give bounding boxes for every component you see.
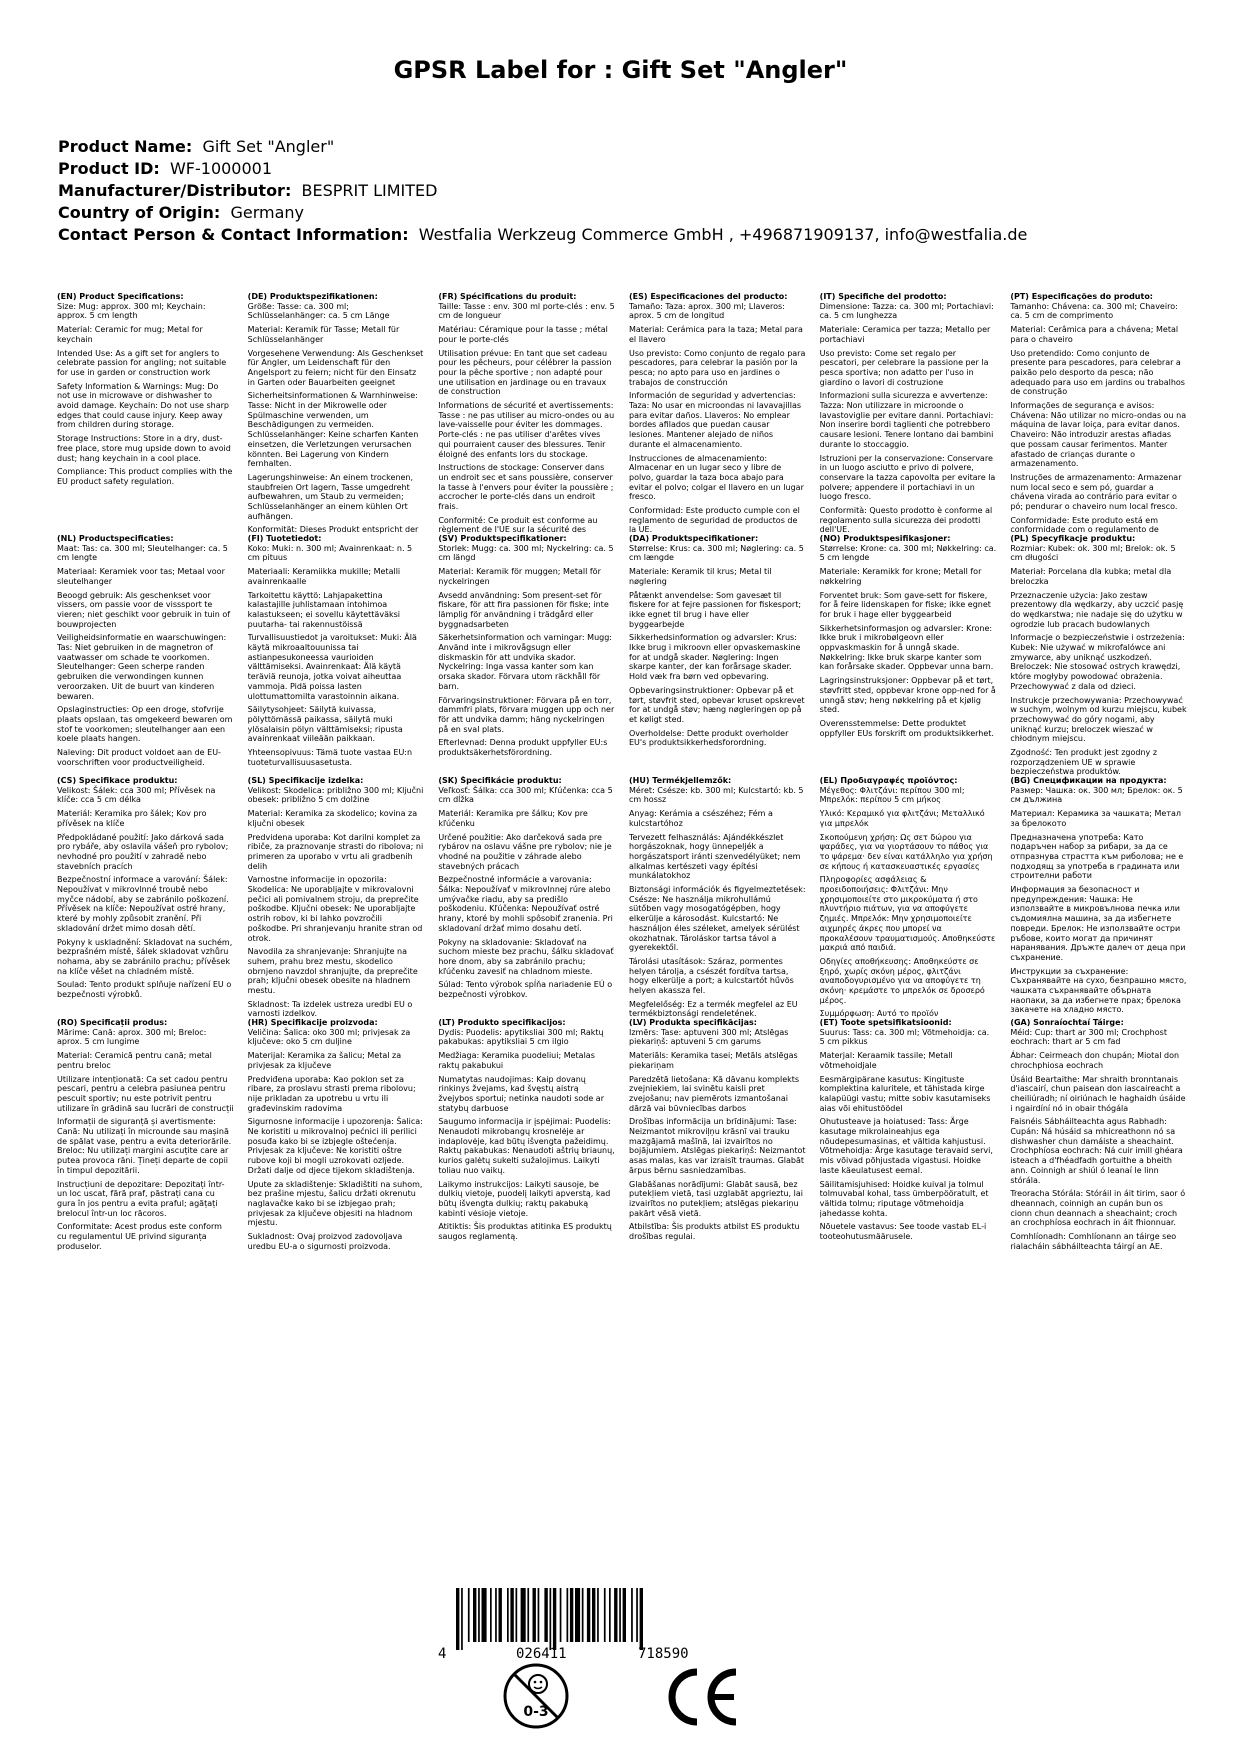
spec-paragraph: Sikkerhetsinformasjon og advarsler: Krone: Ikke bruk i mikrobølgeovn eller oppvaskmaskin for å unngå skade. Nøkkelring: Ikke bruk skarpe kanter som kan forårsake skader. Oppbevar unna barn. bbox=[819, 623, 994, 672]
barcode-bar bbox=[482, 1588, 487, 1642]
barcode-bar bbox=[640, 1588, 643, 1650]
spec-paragraph: Predviđena uporaba: Kao poklon set za ribare, za proslavu strasti prema ribolovu; nije prikladan za upotrebu u vrtu ili građevinskim radovima bbox=[247, 1074, 416, 1113]
barcode-bar bbox=[507, 1588, 509, 1642]
spec-paragraph: Material: Ceramică pentru cană; metal pentru breloc bbox=[57, 1051, 212, 1070]
barcode-bar bbox=[495, 1588, 497, 1642]
spec-paragraph: Instrucțiuni de depozitare: Depozitați într-un loc uscat, fără praf, păstrați cana cu gura în jos pentru a evita praful; agățați brelocul într-un loc răcoros. bbox=[57, 1179, 225, 1218]
barcode-bar bbox=[499, 1588, 502, 1642]
spec-paragraph: Compliance: This product complies with the EU product safety regulation. bbox=[57, 467, 233, 486]
spec-paragraph: Upute za skladištenje: Skladištiti na suhom, bez prašine mjestu, šalicu držati okrenutu naglavačke kako bi se izbjegao prah; privjesak za ključeve objesiti na hladnom mjestu. bbox=[247, 1179, 423, 1228]
spec-paragraph: Treoracha Stórála: Stóráil in áit tirim, saor ó dheannach, coinnigh an cupán bun os cionn chun deannach a sheachaint; croch an crochphíosa eochrach in áit fhionnuar. bbox=[1010, 1189, 1186, 1228]
spec-section bbox=[57, 776, 234, 1018]
spec-paragraph: Πληροφορίες ασφάλειας & προειδοποιήσεις: Φλιτζάνι: Μην χρησιμοποιείτε στο μικροκύματα ή στο πλυντήριο πιάτων, για να αποφύγετε ζημιές. Μπρελόκ: Μην χρησιμοποιείτε αιχμηρές άκρες που μπορεί να προκαλέσουν τραυματισμούς. Αποθηκεύστε μακριά από παιδιά. bbox=[819, 875, 996, 953]
spec-section bbox=[248, 1018, 425, 1260]
spec-paragraph: Matériau: Céramique pour la tasse ; métal pour le porte-clés bbox=[438, 325, 608, 344]
spec-paragraph: Μέγεθος: Φλιτζάνι: περίπου 300 ml; Μπρελόκ: περίπου 5 cm μήκος bbox=[819, 785, 965, 805]
spec-paragraph: Utilisation prévue: En tant que set cadeau pour les pêcheurs, pour célébrer la passion pour la pêche sportive ; non adapté pour une utilisation en jardinage ou en travaux de construction bbox=[438, 348, 612, 397]
spec-paragraph: Velikost: Šálek: cca 300 ml; Přívěsek na klíče: cca 5 cm délka bbox=[57, 785, 216, 805]
spec-paragraph: Tarkoitettu käyttö: Lahjapakettina kalastajille juhlistamaan intohimoa kalastukseen; ei sovellu käytettäväksi puutarha- tai rakennustöissä bbox=[247, 590, 400, 629]
spec-section-heading: (EL) Προδιαγραφές προϊόντος: bbox=[819, 776, 958, 785]
spec-paragraph: Información de seguridad y advertencias: Taza: No usar en microondas ni lavavajillas para evitar daños. Llaveros: No emplear bordes afilados que puedan causar lesiones. Mantener alejado de niños durante el almacenamiento. bbox=[629, 391, 802, 449]
spec-paragraph: Sikkerhedsinformation og advarsler: Krus: Ikke brug i mikroovn eller opvaskemaskine for at undgå skader. Nøglering: Ingen skarpe kanter, der kan forårsage skader. Hold væk fra børn ved opbevaring. bbox=[629, 633, 801, 682]
info-product-id: Product ID: WF-1000001 bbox=[58, 159, 273, 178]
spec-paragraph: Tervezett felhasználás: Ajándékkészlet horgászoknak, hogy ünnepeljék a horgászatsport iránti szenvedélyüket; nem alkalmas kertészeti vagy építési munkálatokhoz bbox=[629, 832, 801, 881]
spec-paragraph: Intended Use: As a gift set for anglers to celebrate passion for angling; not suitable for use in garden or construction work bbox=[57, 348, 227, 377]
spec-paragraph: Conformitate: Acest produs este conform cu regulamentul UE privind siguranța produselor. bbox=[57, 1222, 222, 1251]
spec-paragraph: Numatytas naudojimas: Kaip dovanų rinkinys žvejams, kad švęstų aistrą žvejybos sportui; netinka naudoti sode ar statybų darbuose bbox=[438, 1074, 604, 1113]
barcode-bar bbox=[623, 1588, 626, 1642]
spec-paragraph: Pokyny k uskladnění: Skladovat na suchém, bezprašném místě, šálek skladovat vzhůru nohama, aby se zabránilo prachu; přívěsek na klíče věšet na chladném místě. bbox=[57, 937, 233, 976]
spec-paragraph: Σκοπούμενη χρήση: Ως σετ δώρου για ψαράδες, για να γιορτάσουν το πάθος για το ψάρεμα· δεν είναι κατάλληλο για χρήση σε κήπους ή κατασκευαστικές εργασίες bbox=[819, 832, 993, 871]
spec-paragraph: Utilizare intenționată: Ca set cadou pentru pescari, pentru a celebra pasiunea pentru pescuit sportiv; nu este potrivit pentru utilizare în grădină sau lucrări de construcții bbox=[57, 1074, 234, 1113]
spec-paragraph: Material: Cerâmica para a chávena; Metal para o chaveiro bbox=[1010, 325, 1179, 344]
spec-paragraph: Predvidena uporaba: Kot darilni komplet za ribiče, za praznovanje strasti do ribolova; ni primeren za uporabo v vrtu ali gradbenih delih bbox=[247, 832, 424, 871]
spec-paragraph: Paredzētā lietošana: Kā dāvanu komplekts zvejniekiem, lai svinētu kaisli pret zvejošanu; nav piemērots izmantošanai dārzā vai būvniecības darbos bbox=[629, 1074, 800, 1113]
spec-paragraph: Storlek: Mugg: ca. 300 ml; Nyckelring: ca. 5 cm längd bbox=[438, 543, 614, 563]
spec-paragraph: Lagringsinstruksjoner: Oppbevar på et tørt, støvfritt sted, oppbevar krone opp-ned for å unngå støv; heng nøkkelring på et kjølig sted. bbox=[819, 676, 996, 715]
barcode-bars bbox=[438, 1588, 738, 1650]
info-product-name: Product Name: Gift Set "Angler" bbox=[58, 137, 335, 156]
ean-barcode bbox=[438, 1588, 738, 1662]
barcode-bar bbox=[609, 1588, 611, 1642]
spec-section bbox=[438, 292, 615, 534]
spec-paragraph: Informazioni sulla sicurezza e avvertenze: Tazza: Non utilizzare in microonde o lavastoviglie per evitare danni. Portachiavi: Non inserire bordi taglienti che potrebbero causare lesioni. Tenere lontano dai bambini durante lo stoccaggio. bbox=[819, 391, 994, 449]
spec-paragraph: Materijal: Keramika za šalicu; Metal za privjesak za ključeve bbox=[247, 1051, 402, 1070]
barcode-bar bbox=[456, 1588, 459, 1650]
spec-paragraph: Comhlíonadh: Comhlíonann an táirge seo rialacháin sábháilteachta táirgí an AE. bbox=[1010, 1232, 1177, 1251]
spec-paragraph: Předpokládané použití: Jako dárková sada pro rybáře, aby oslavila vášeň pro rybolov; nevhodné pro použití v zahradě nebo stavebních pracích bbox=[57, 832, 229, 871]
spec-section-heading: (NO) Produktspesifikasjoner: bbox=[819, 534, 951, 543]
spec-paragraph: Medžiaga: Keramika puodeliui; Metalas raktų pakabukui bbox=[438, 1051, 595, 1070]
spec-section bbox=[820, 776, 997, 1018]
spec-paragraph: Material: Cerámica para la taza; Metal para el llavero bbox=[629, 325, 803, 344]
spec-paragraph: Materiaal: Keramiek voor tas; Metaal voor sleutelhanger bbox=[57, 567, 225, 586]
spec-paragraph: Varnostne informacije in opozorila: Skodelica: Ne uporabljajte v mikrovalovni pečici ali pomivalnem stroju, da preprečite poškodbe. Ključni obesek: Ne uporabljajte ostrih robov, ki bi lahko povzročili poškodbe. Pri shranjevanju hranite stran od otrok. bbox=[247, 875, 423, 943]
spec-section-heading: (CS) Specifikace produktu: bbox=[57, 776, 178, 785]
spec-paragraph: Naleving: Dit product voldoet aan de EU-voorschriften voor productveiligheid. bbox=[57, 748, 221, 767]
spec-paragraph: Safety Information & Warnings: Mug: Do not use in microwave or dishwasher to avoid damage. Keychain: Do not use sharp edges that could cause injury. Keep away from children during storage. bbox=[57, 381, 229, 430]
barcode-bar bbox=[592, 1588, 595, 1642]
language-sections bbox=[57, 292, 1187, 1502]
spec-paragraph: Informacje o bezpieczeństwie i ostrzeżenia: Kubek: Nie używać w mikrofalówce ani zmywarce, aby uniknąć uszkodzeń. Breloczek: Nie stosować ostrych krawędzi, które mogłyby powodować obrażenia. Przechowywać z dala od dzieci. bbox=[1010, 633, 1185, 691]
spec-paragraph: Conformidade: Este produto está em conformidade com o regulamento de bbox=[1010, 515, 1159, 534]
spec-paragraph: Istruzioni per la conservazione: Conservare in un luogo asciutto e privo di polvere, conservare la tazza capovolta per evitare la polvere; appendere il portachiavi in un luogo fresco. bbox=[819, 453, 996, 502]
spec-paragraph: Instrukcje przechowywania: Przechowywać w suchym, wolnym od kurzu miejscu, kubek przechowywać do góry nogami, aby uniknąć kurzu; breloczek wieszać w chłodnym miejscu. bbox=[1010, 695, 1187, 744]
spec-paragraph: Velikost: Skodelica: približno 300 ml; Ključni obesek: približno 5 cm dolžine bbox=[247, 785, 424, 805]
spec-paragraph: Materiał: Porcelana dla kubka; metal dla breloczka bbox=[1010, 567, 1172, 586]
barcode-bar bbox=[473, 1588, 476, 1642]
spec-paragraph: Beoogd gebruik: Als geschenkset voor vissers, om passie voor de visssport te vieren; niet geschikt voor gebruik in tuin of bouwprojecten bbox=[57, 590, 231, 629]
barcode-bar bbox=[533, 1588, 536, 1642]
spec-paragraph: Faisnéis Sábháilteachta agus Rabhadh: Cupán: Ná húsáid sa mhicreathonn nó sa dishwasher chun damáiste a sheachaint. Crochphíosa eochrach: Ná cuir imill ghéara isteach a d'fhéadfadh gortuithe a bheith ann. Coinnigh ar shiúl ó leanaí le linn stórála. bbox=[1010, 1117, 1183, 1185]
barcode-bar bbox=[597, 1588, 599, 1642]
not-for-children-0-3-icon bbox=[502, 1662, 570, 1730]
spec-section-heading: (DE) Produktspezifikationen: bbox=[247, 292, 378, 301]
spec-paragraph: Bezpečnostní informace a varování: Šálek: Nepoužívat v mikrovlnné troubě nebo myčce nádobí, aby se zabránilo poškození. Přívěsek na klíče: Nepoužívat ostré hrany, které by mohly způsobit zranění. Při skladování držet mimo dosah dětí. bbox=[57, 875, 229, 933]
spec-paragraph: Bezpečnostné informácie a varovania: Šálka: Nepoužívať v mikrovlnnej rúre alebo umývačke riadu, aby sa predišlo poškodeniu. Kľúčenka: Nepoužívať ostré hrany, ktoré by mohli spôsobiť zranenia. Pri skladovaní držať mimo dosahu detí. bbox=[438, 875, 613, 933]
spec-paragraph: Maat: Tas: ca. 300 ml; Sleutelhanger: ca. 5 cm lengte bbox=[57, 543, 228, 563]
spec-paragraph: Lagerungshinweise: An einem trockenen, staubfreien Ort lagern, Tasse umgedreht aufbewahren, um Staub zu vermeiden; Schlüsselanhänger an einem kühlen Ort aufhängen. bbox=[247, 472, 414, 521]
barcode-bar bbox=[631, 1588, 633, 1642]
spec-paragraph: Instruções de armazenamento: Armazenar num local seco e sem pó, guardar a chávena virada ao contrário para evitar o pó; pendurar o chaveiro num local fresco. bbox=[1010, 472, 1182, 512]
age-label: 0-3 bbox=[523, 1704, 549, 1720]
spec-paragraph: Instructions de stockage: Conserver dans un endroit sec et sans poussière, conserver la tasse à l'envers pour éviter la poussière ; accrocher le porte-clés dans un endroit frais. bbox=[438, 463, 614, 512]
spec-paragraph: Turvallisuustiedot ja varoitukset: Muki: Älä käytä mikroaaltouunissa tai astianpesukoneessa vaurioiden välttämiseksi. Avainrenkaat: Älä käytä teräviä reunoja, jotka voivat aiheuttaa vammoja. Pidä poissa lasten ulottumattomilta varastoinnin aikana. bbox=[247, 633, 417, 701]
spec-section-heading: (PL) Specyfikacje produktu: bbox=[1010, 534, 1136, 543]
spec-paragraph: Påtænkt anvendelse: Som gavesæt til fiskere for at fejre passionen for fiskesport; ikke egnet til brug i have eller byggearbejde bbox=[629, 590, 802, 629]
spec-paragraph: Säkerhetsinformation och varningar: Mugg: Använd inte i mikrovågsugn eller diskmaskin för att undvika skador. Nyckelring: Inga vassa kanter som kan orsaka skador. Förvara utom räckhåll för barn. bbox=[438, 633, 612, 691]
spec-paragraph: Glabāšanas norādījumi: Glabāt sausā, bez putekļiem vietā, tasi uzglabāt apgrieztu, lai izvairītos no putekļiem; atslēgas piekariņu pakārt vēsā vietā. bbox=[629, 1179, 803, 1218]
spec-paragraph: Avsedd användning: Som present-set för fiskare, för att fira passionen för fiske; inte lämplig för användning i trädgård eller byggnadsarbeten bbox=[438, 590, 609, 629]
spec-paragraph: Veličina: Šalica: oko 300 ml; privjesak za ključeve: oko 5 cm duljine bbox=[247, 1027, 411, 1047]
spec-section-heading: (SL) Specifikacije izdelka: bbox=[247, 776, 364, 785]
spec-section bbox=[629, 776, 806, 1018]
spec-paragraph: Инструкции за съхранение: Съхранявайте на сухо, безпрашно място, чашката съхранявайте обърната наопаки, за да избегнете прах; брелока закачете на хладно място. bbox=[1010, 966, 1187, 1015]
spec-paragraph: Material: Keramik für Tasse; Metall für Schlüsselanhänger bbox=[247, 325, 400, 344]
spec-paragraph: Nõuetele vastavus: See toode vastab EL-i tooteohutusmäärusele. bbox=[819, 1222, 987, 1242]
spec-paragraph: Ábhar: Ceirmeach don chupán; Miotal don chrochphiosa eochrach bbox=[1010, 1051, 1180, 1070]
spec-section bbox=[1010, 292, 1187, 534]
spec-section bbox=[1010, 1018, 1187, 1260]
barcode-bar bbox=[478, 1588, 480, 1642]
spec-paragraph: Förvaringsinstruktioner: Förvara på en torr, dammfri plats, förvara muggen upp och ner för att undvika damm; häng nyckelringen på en sval plats. bbox=[438, 695, 615, 734]
spec-paragraph: Méid: Cup: thart ar 300 ml; Crochphost eochrach: thart ar 5 cm fad bbox=[1010, 1027, 1167, 1047]
spec-section bbox=[820, 292, 997, 534]
spec-paragraph: Ohutusteave ja hoiatused: Tass: Ärge kasutage mikrolaineahjus ega nõudepesumasinas, et vältida kahjustusi. Võtmehoidja: Ärge kasutage teravaid servi, mis võivad põhjustada vigastusi. Hoidke laste käeulatusest eemal. bbox=[819, 1117, 993, 1175]
spec-paragraph: Uso pretendido: Como conjunto de presente para pescadores, para celebrar a paixão pelo desporto da pesca; não adequado para uso em jardins ou trabalhos de construção bbox=[1010, 348, 1185, 397]
info-country: Country of Origin: Germany bbox=[58, 203, 304, 222]
spec-section-heading: (IT) Specifiche del prodotto: bbox=[819, 292, 947, 301]
spec-section bbox=[629, 1018, 806, 1260]
spec-section-heading: (LV) Produkta specifikācijas: bbox=[629, 1018, 757, 1027]
product-info bbox=[58, 136, 1188, 246]
spec-paragraph: Предназначена употреба: Като подаръчен набор за рибари, за да се отпразнува страстта към риболова; не е подходящ за употреба в градината или строителни работи bbox=[1010, 832, 1184, 881]
spec-paragraph: Overensstemmelse: Dette produktet oppfyller EUs forskrift om produktsikkerhet. bbox=[819, 718, 994, 738]
spec-paragraph: Taille: Tasse : env. 300 ml porte-clés : env. 5 cm de longueur bbox=[438, 301, 615, 321]
ce-mark-icon bbox=[664, 1666, 744, 1728]
page-title: GPSR Label for : Gift Set "Angler" bbox=[393, 56, 848, 84]
spec-paragraph: Instrucciones de almacenamiento: Almacenar en un lugar seco y libre de polvo, guardar la taza boca abajo para evitar el polvo; colgar el llavero en un lugar fresco. bbox=[629, 453, 804, 502]
spec-paragraph: Conformité: Ce produit est conforme au règlement de l'UE sur la sécurité des bbox=[438, 515, 598, 534]
barcode-bar bbox=[468, 1588, 470, 1642]
spec-paragraph: Forventet bruk: Som gave-sett for fiskere, for å feire lidenskapen for fiske; ikke egnet for bruk i hage eller byggearbeid bbox=[819, 590, 991, 619]
spec-section bbox=[438, 1018, 615, 1260]
spec-paragraph: Säilitamisjuhised: Hoidke kuival ja tolmul tolmuvabal kohal, tass ümberpööratult, et vältida tolmu; riputage võtmehoidja jahedasse kohta. bbox=[819, 1179, 989, 1218]
spec-paragraph: Sukladnost: Ovaj proizvod zadovoljava uredbu EU-a o sigurnosti proizvoda. bbox=[247, 1232, 403, 1251]
spec-paragraph: Atbilstība: Šis produkts atbilst ES produktu drošības regulai. bbox=[629, 1222, 800, 1242]
spec-paragraph: Efterlevnad: Denna produkt uppfyller EU:s produktsäkerhetsförordning. bbox=[438, 738, 608, 758]
barcode-bar bbox=[604, 1588, 606, 1642]
spec-section-heading: (SV) Produktspecifikationer: bbox=[438, 534, 567, 543]
spec-section-heading: (BG) Спецификации на продукта: bbox=[1010, 776, 1167, 785]
spec-paragraph: Súlad: Tento výrobok spĺňa nariadenie EÚ o bezpečnosti výrobkov. bbox=[438, 980, 613, 1000]
spec-section-heading: (RO) Specificații produs: bbox=[57, 1018, 168, 1027]
spec-paragraph: Overholdelse: Dette produkt overholder EU's produktsikkerhedsforordning. bbox=[629, 728, 789, 748]
spec-section bbox=[248, 534, 425, 776]
barcode-bar bbox=[614, 1588, 617, 1642]
barcode-bar bbox=[567, 1588, 569, 1642]
barcode-bar bbox=[575, 1588, 580, 1642]
spec-section-heading: (SK) Špecifikácie produktu: bbox=[438, 776, 562, 785]
spec-paragraph: Συμμόρφωση: Αυτό το προϊόν bbox=[819, 1009, 939, 1018]
spec-paragraph: Mărime: Cană: aprox. 300 ml; Breloc: aprox. 5 cm lungime bbox=[57, 1027, 207, 1047]
spec-paragraph: Izmērs: Tase: aptuveni 300 ml; Atslēgas piekariņš: aptuveni 5 cm garums bbox=[629, 1027, 789, 1047]
spec-paragraph: Megfelelőség: Ez a termék megfelel az EU termékbiztonsági rendeletének. bbox=[629, 999, 798, 1018]
barcode-bar bbox=[587, 1588, 590, 1642]
spec-paragraph: Drošības informācija un brīdinājumi: Tase: Neizmantot mikroviļņu krāsnī vai trauku mazgājamā mašīnā, lai izvairītos no bojājumiem. Atslēgas piekariņš: Neizmantot asas malas, kas var izraisīt traumas. Glabāt ārpus bērnu sasniedzamības. bbox=[629, 1117, 806, 1175]
spec-section-heading: (NL) Productspecificaties: bbox=[57, 534, 174, 543]
spec-paragraph: Materiale: Keramikk for krone; Metall for nøkkelring bbox=[819, 567, 982, 586]
spec-paragraph: Opbevaringsinstruktioner: Opbevar på et tørt, støvfrit sted, opbevar kruset opskrevet for at undgå støv; hæng nøgleringen op på et køligt sted. bbox=[629, 685, 805, 724]
barcode-bar bbox=[516, 1588, 518, 1642]
spec-section-heading: (GA) Sonraíochtaí Táirge: bbox=[1010, 1018, 1124, 1027]
spec-paragraph: Størrelse: Krone: ca. 300 ml; Nøkkelring: ca. 5 cm lengde bbox=[819, 543, 997, 563]
spec-section-heading: (EN) Product Specifications: bbox=[57, 292, 184, 301]
spec-paragraph: Eesmärgipärane kasutus: Kingituste komplektina kaluritele, et tähistada kirge kalapüügi vastu; mitte sobiv kasutamiseks aias või ehitustöödel bbox=[819, 1074, 991, 1113]
barcode-bar bbox=[553, 1588, 556, 1650]
spec-paragraph: Säilytysohjeet: Säilytä kuivassa, pölyttömässä paikassa, säilytä muki ylösalaisin pölyn välttämiseksi; ripusta avainrenkaat viileään paikkaan. bbox=[247, 705, 403, 744]
barcode-lead-digit: 4 bbox=[438, 1646, 447, 1662]
spec-paragraph: Storage Instructions: Store in a dry, dust-free place, store mug upside down to avoid dust; hang keychain in a cool place. bbox=[57, 434, 231, 463]
spec-paragraph: Informații de siguranță și avertismente: Cană: Nu utilizați în microunde sau mașină de spălat vase, pentru a evita deteriorările. Breloc: Nu utilizați margini ascuțite care ar putea provoca răni. Țineți departe de copii în timpul depozitării. bbox=[57, 1117, 232, 1175]
spec-paragraph: Materiale: Ceramica per tazza; Metallo per portachiavi bbox=[819, 325, 991, 344]
spec-section bbox=[57, 292, 234, 534]
barcode-bar bbox=[521, 1588, 526, 1642]
spec-section-heading: (ET) Toote spetsifikatsioonid: bbox=[819, 1018, 952, 1027]
spec-paragraph: Pokyny na skladovanie: Skladovať na suchom mieste bez prachu, šálku skladovať hore dnom, aby sa zabránilo prachu; kľúčenku zavesiť na chladnom mieste. bbox=[438, 937, 614, 976]
spec-paragraph: Οδηγίες αποθήκευσης: Αποθηκεύστε σε ξηρό, χωρίς σκόνη μέρος, φλιτζάνι αναποδογυρισμένο για να αποφύγετε τη σκόνη· κρεμάστε το μπρελόκ σε δροσερό μέρος. bbox=[819, 956, 985, 1005]
spec-section-heading: (FI) Tuotetiedot: bbox=[247, 534, 322, 543]
spec-paragraph: Uso previsto: Come set regalo per pescatori, per celebrare la passione per la pesca sportiva; non adatto per l'uso in giardino o lavori di costruzione bbox=[819, 348, 989, 387]
spec-paragraph: Przeznaczenie użycia: Jako zestaw prezentowy dla wędkarzy, aby uczcić pasję do wędkarstwa; nie nadaje się do użytku w ogrodzie lub pracach budowlanych bbox=[1010, 590, 1184, 629]
spec-section bbox=[1010, 776, 1187, 1018]
barcode-bar bbox=[560, 1588, 562, 1642]
spec-paragraph: Koko: Muki: n. 300 ml; Avainrenkaat: n. 5 cm pituus bbox=[247, 543, 413, 563]
spec-section bbox=[820, 1018, 997, 1260]
spec-paragraph: Materiāls: Keramika tasei; Metāls atslēgas piekariņam bbox=[629, 1051, 798, 1070]
spec-paragraph: Biztonsági információk és figyelmeztetések: Csésze: Ne használja mikrohullámú sütőben vagy mosogatógépben, hogy elkerülje a károsodást. Kulcstartó: Ne használjon éles széleket, amelyek sérülést okozhatnak. Tároláskor tartsa távol a gyerekektől. bbox=[629, 885, 806, 953]
spec-section-heading: (PT) Especificações do produto: bbox=[1010, 292, 1154, 301]
spec-paragraph: Tamanho: Chávena: ca. 300 ml; Chaveiro: ca. 5 cm de comprimento bbox=[1010, 301, 1178, 321]
spec-paragraph: Размер: Чашка: ок. 300 мл; Брелок: ок. 5 см дължина bbox=[1010, 785, 1183, 805]
spec-section bbox=[1010, 534, 1187, 776]
spec-section bbox=[57, 534, 234, 776]
spec-paragraph: Dimensione: Tazza: ca. 300 ml; Portachiavi: ca. 5 cm lunghezza bbox=[819, 301, 994, 321]
spec-paragraph: Vorgesehene Verwendung: Als Geschenkset für Angler, um Leidenschaft für den Angelsport zu feiern; nicht für den Einsatz in Garten oder Bauarbeiten geeignet bbox=[247, 348, 424, 387]
spec-section bbox=[820, 534, 997, 776]
spec-paragraph: Anyag: Kerámia a csészéhez; Fém a kulcstartóhoz bbox=[629, 809, 773, 828]
spec-paragraph: Materiál: Keramika pro šálek; Kov pro přívěsek na klíče bbox=[57, 809, 207, 828]
spec-paragraph: Material: Ceramic for mug; Metal for keychain bbox=[57, 325, 203, 344]
spec-section-heading: (LT) Produkto specifikacijos: bbox=[438, 1018, 566, 1027]
barcode-bar bbox=[527, 1588, 529, 1642]
barcode-bar bbox=[550, 1588, 552, 1650]
spec-paragraph: Informações de segurança e avisos: Chávena: Não utilizar no micro-ondas ou na máquina de lavar loiça, para evitar danos. Chaveiro: Não introduzir arestas afiadas que possam causar ferimentos. Manter afastado de crianças durante o armazenamento. bbox=[1010, 401, 1187, 469]
spec-paragraph: Material: Keramika za skodelico; kovina za ključni obesek bbox=[247, 809, 418, 828]
spec-section-heading: (HR) Specifikacije proizvoda: bbox=[247, 1018, 378, 1027]
spec-paragraph: Материал: Керамика за чашката; Метал за брелокото bbox=[1010, 809, 1182, 828]
spec-paragraph: Informations de sécurité et avertissements: Tasse : ne pas utiliser au micro-ondes ou au lave-vaisselle pour éviter les dommages. Porte-clés : ne pas utiliser d'arêtes vives qui pourraient causer des blessures. Tenir éloigné des enfants lors du stockage. bbox=[438, 401, 615, 459]
spec-section bbox=[57, 1018, 234, 1260]
spec-section bbox=[629, 534, 806, 776]
barcode-bar bbox=[538, 1588, 540, 1642]
spec-paragraph: Navodila za shranjevanje: Shranjujte na suhem, prahu brez mestu, skodelico obrnjeno navzdol shranjujte, da preprečite prah; ključni obesek obesite na hladnem mestu. bbox=[247, 947, 418, 996]
spec-paragraph: Sicherheitsinformationen & Warnhinweise: Tasse: Nicht in der Mikrowelle oder Spülmaschine verwenden, um Beschädigungen zu vermeiden. Schlüsselanhänger: Keine scharfen Kanten einsetzen, die Verletzungen verursachen könnten. Bei Lagerung von Kindern fernhalten. bbox=[247, 391, 419, 469]
spec-paragraph: Material: Keramik för muggen; Metall för nyckelringen bbox=[438, 567, 601, 586]
spec-section-heading: (ES) Especificaciones del producto: bbox=[629, 292, 788, 301]
spec-paragraph: Skladnost: Ta izdelek ustreza uredbi EU o varnosti izdelkov. bbox=[247, 999, 413, 1018]
spec-paragraph: Úsáid Beartaithe: Mar shraith bronntanais d'iascairí, chun paisean don iascaireacht a cheiliúradh; ní oiriúnach le haghaidh úsáide i ngairdíní nó in obair thógála bbox=[1010, 1074, 1186, 1113]
spec-paragraph: Veiligheidsinformatie en waarschuwingen: Tas: Niet gebruiken in de magnetron of vaatwasser om schade te voorkomen. Sleutelhanger: Geen scherpe randen gebruiken die verwondingen kunnen veroorzaken. Uit de buurt van kinderen bewaren. bbox=[57, 633, 227, 701]
spec-paragraph: Konformität: Dieses Produkt entspricht der bbox=[247, 525, 419, 534]
spec-paragraph: Yhteensopivuus: Tämä tuote vastaa EU:n tuoteturvallisuusasetusta. bbox=[247, 748, 413, 767]
barcode-left-digits: 026411 bbox=[516, 1646, 567, 1662]
spec-paragraph: Saugumo informacija ir įspėjimai: Puodelis: Nenaudoti mikrobangų krosnelėje ar indaplovėje, kad būtų išvengta pažeidimų. Raktų pakabukas: Nenaudoti aštrių briaunų, kurios galėtų sukelti sužalojimus. Laikyti toliau nuo vaikų. bbox=[438, 1117, 615, 1175]
spec-paragraph: Uso previsto: Como conjunto de regalo para pescadores, para celebrar la pasión por la pesca; no apto para uso en jardines o trabajos de construcción bbox=[629, 348, 806, 387]
spec-paragraph: Størrelse: Krus: ca. 300 ml; Nøglering: ca. 5 cm længde bbox=[629, 543, 804, 563]
spec-paragraph: Conformidad: Este producto cumple con el reglamento de seguridad de productos de la UE. bbox=[629, 506, 800, 534]
spec-section bbox=[438, 534, 615, 776]
spec-section bbox=[438, 776, 615, 1018]
spec-paragraph: Информация за безопасност и предупреждения: Чашка: Не използвайте в микровълнова печка или съдомиялна машина, за да избегнете повреди. Брелок: Не използвайте остри ръбове, които могат да причинят наранявания. Дръжте далеч от деца при съхранение. bbox=[1010, 885, 1186, 962]
barcode-bar bbox=[636, 1588, 638, 1642]
barcode-bar bbox=[544, 1588, 547, 1642]
spec-paragraph: Materiale: Keramik til krus; Metal til nøglering bbox=[629, 567, 772, 586]
spec-paragraph: Tárolási utasítások: Száraz, pormentes helyen tárolja, a csészét fordítva tartsa, hogy elkerülje a port; a kulcstartót hűvös helyen akassza fel. bbox=[629, 956, 794, 996]
spec-section-heading: (HU) Termékjellemzők: bbox=[629, 776, 732, 785]
barcode-right-digits: 718590 bbox=[638, 1646, 689, 1662]
spec-paragraph: Materiaali: Keramiikka mukille; Metalli avainrenkaalle bbox=[247, 567, 401, 586]
spec-paragraph: Materiál: Keramika pre šálku; Kov pre kľúčenku bbox=[438, 809, 588, 828]
spec-paragraph: Atitiktis: Šis produktas atitinka ES produktų saugos reglamentą. bbox=[438, 1222, 612, 1242]
barcode-bar bbox=[510, 1588, 513, 1642]
spec-paragraph: Υλικό: Κεραμικό για φλιτζάνι; Μεταλλικό για μπρελόκ bbox=[819, 809, 985, 828]
info-contact: Contact Person & Contact Information: Westfalia Werkzeug Commerce GmbH , +496871909137, info@westfalia.de bbox=[58, 225, 1028, 244]
barcode-bar bbox=[619, 1588, 621, 1642]
barcode-bar bbox=[461, 1588, 463, 1650]
spec-paragraph: Sigurnosne informacije i upozorenja: Šalica: Ne koristiti u mikrovalnoj pećnici ili perilici posuđa kako bi se izbjegle oštećenja. Privjesak za ključeve: Ne koristiti oštre rubove koji bi mogli uzrokovati ozljede. Držati dalje od djece tijekom skladištenja. bbox=[247, 1117, 423, 1175]
barcode-bar bbox=[570, 1588, 573, 1642]
spec-section-heading: (DA) Produktspecifikationer: bbox=[629, 534, 759, 543]
barcode-bar bbox=[582, 1588, 584, 1642]
spec-section bbox=[248, 292, 425, 534]
spec-paragraph: Určené použitie: Ako darčeková sada pre rybárov na oslavu vášne pre rybolov; nie je vhodné na použitie v záhrade alebo stavebných prácach bbox=[438, 832, 612, 871]
spec-paragraph: Veľkosť: Šálka: cca 300 ml; Kľúčenka: cca 5 cm dĺžka bbox=[438, 785, 613, 805]
spec-paragraph: Tamaño: Taza: aprox. 300 ml; Llaveros: aprox. 5 cm de longitud bbox=[629, 301, 785, 321]
spec-paragraph: Suurus: Tass: ca. 300 ml; Võtmehoidja: ca. 5 cm pikkus bbox=[819, 1027, 990, 1047]
spec-section bbox=[248, 776, 425, 1018]
spec-paragraph: Soulad: Tento produkt splňuje nařízení EU o bezpečnosti výrobků. bbox=[57, 980, 232, 1000]
spec-paragraph: Laikymo instrukcijos: Laikyti sausoje, be dulkių vietoje, puodelį laikyti apverstą, kad būtų išvengta dulkių; raktų pakabuką kabinti vėsioje vietoje. bbox=[438, 1179, 611, 1218]
spec-paragraph: Größe: Tasse: ca. 300 ml; Schlüsselanhänger: ca. 5 cm Länge bbox=[247, 301, 390, 321]
info-manufacturer: Manufacturer/Distributor: BESPRIT LIMITED bbox=[58, 181, 438, 200]
spec-paragraph: Opslaginstructies: Op een droge, stofvrije plaats opslaan, tas omgekeerd bewaren om stof te voorkomen; sleutelhanger aan een koele plaats hangen. bbox=[57, 705, 233, 744]
barcode-bar bbox=[490, 1588, 492, 1642]
spec-paragraph: Zgodność: Ten produkt jest zgodny z rozporządzeniem UE w sprawie bezpieczeństwa produktów. bbox=[1010, 748, 1158, 776]
spec-paragraph: Méret: Csésze: kb. 300 ml; Kulcstartó: kb. 5 cm hossz bbox=[629, 785, 804, 805]
spec-paragraph: Size: Mug: approx. 300 ml; Keychain: approx. 5 cm length bbox=[57, 301, 206, 321]
spec-paragraph: Conformità: Questo prodotto è conforme al regolamento sulla sicurezza dei prodotti dell'UE. bbox=[819, 506, 993, 534]
spec-paragraph: Dydis: Puodelis: apytiksliai 300 ml; Raktų pakabukas: apytiksliai 5 cm ilgio bbox=[438, 1027, 604, 1047]
spec-section bbox=[629, 292, 806, 534]
spec-paragraph: Materjal: Keraamik tassile; Metall võtmehoidjale bbox=[819, 1051, 953, 1070]
spec-section-heading: (FR) Spécifications du produit: bbox=[438, 292, 577, 301]
spec-paragraph: Rozmiar: Kubek: ok. 300 ml; Brelok: ok. 5 cm długości bbox=[1010, 543, 1176, 563]
